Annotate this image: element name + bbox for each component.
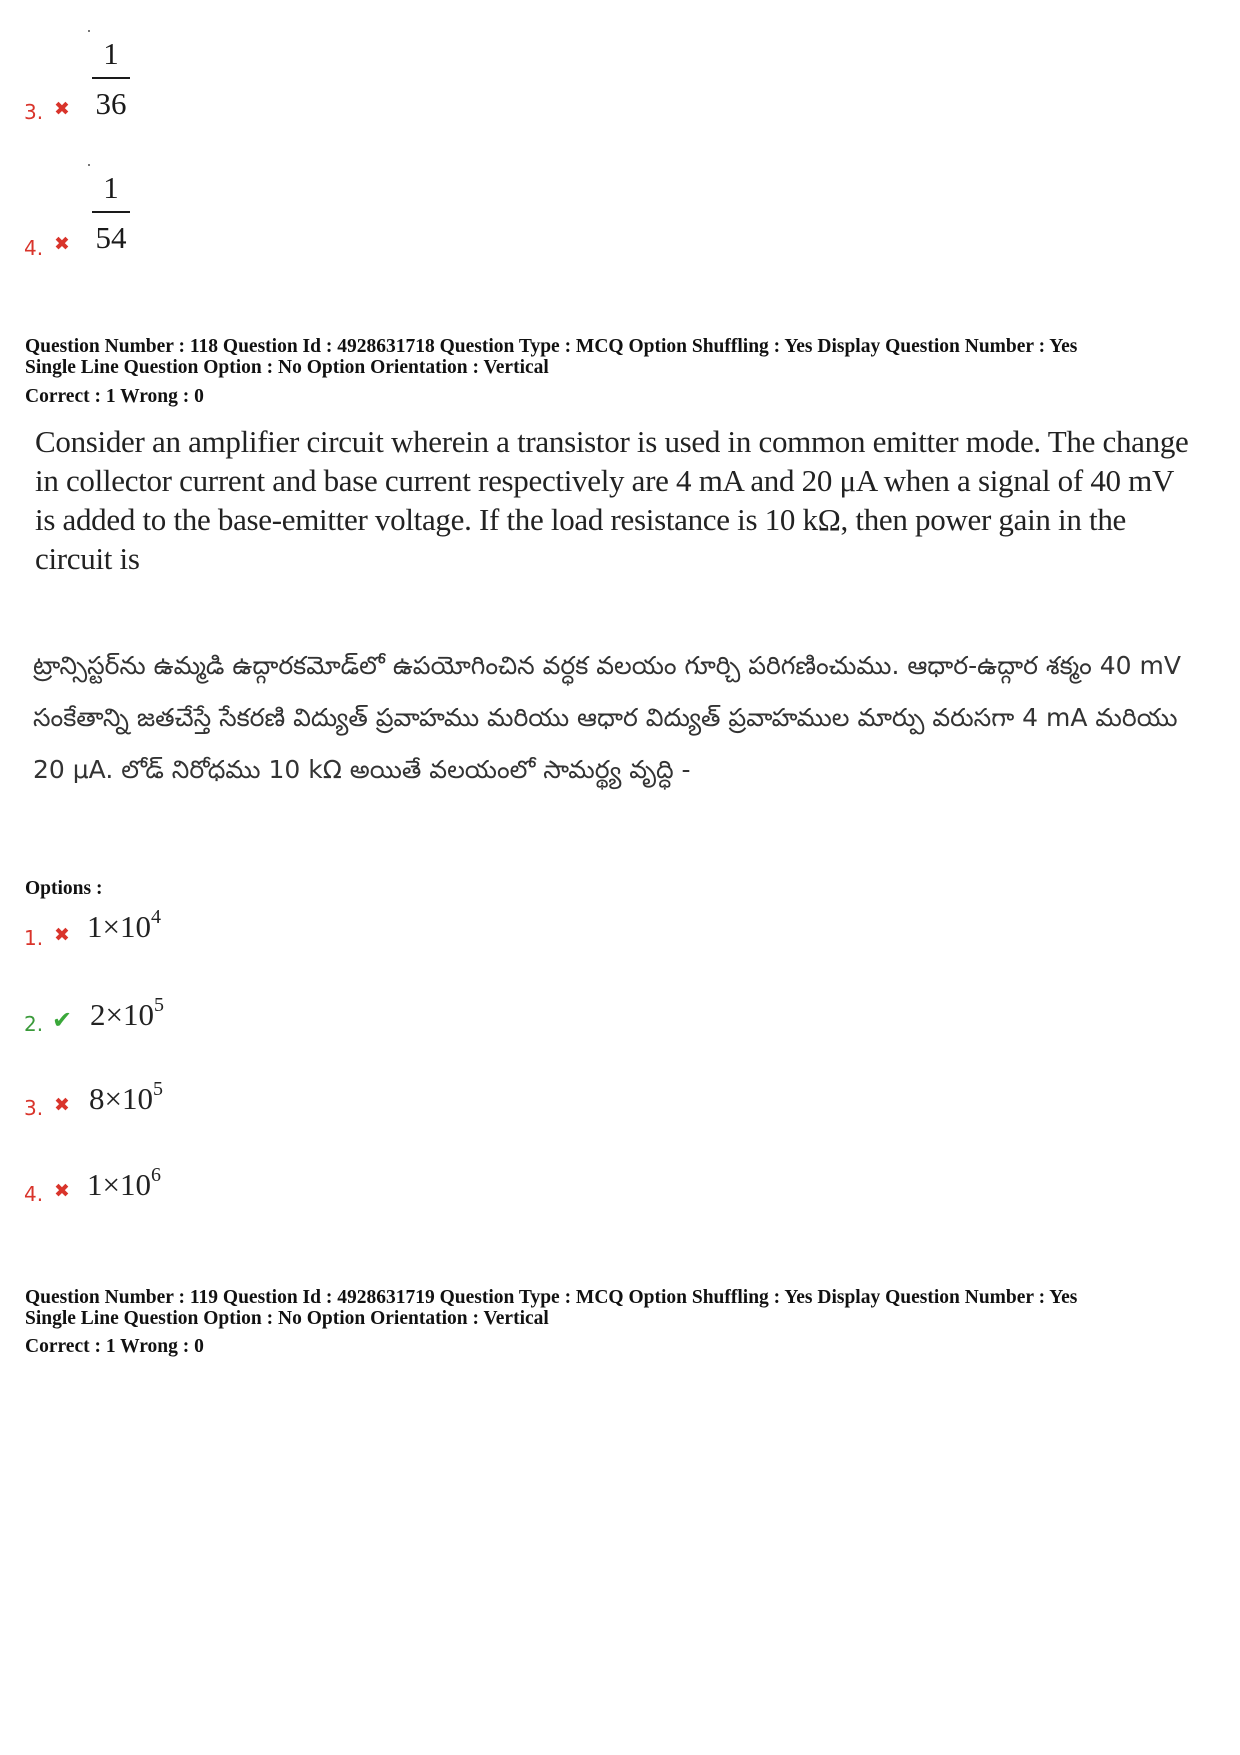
cross-icon: ✖: [54, 98, 70, 120]
question-meta: Single Line Question Option : No Option Orientation : Vertical: [25, 1308, 549, 1329]
fraction-denominator: 54: [95, 220, 127, 255]
option-value: $1\times 10^6$: [87, 1164, 161, 1202]
option-number: 3.: [24, 100, 44, 124]
cross-icon: ✖: [54, 924, 70, 946]
option-number: 4.: [24, 236, 44, 260]
option-number: 3.: [24, 1096, 44, 1120]
question-meta: Question Number : 118 Question Id : 4928631718 Question Type : MCQ Option Shuffling : Yes Display Question Number : Yes: [25, 336, 1078, 357]
option-number: 1.: [24, 926, 44, 950]
fraction-denominator: 36: [95, 86, 127, 121]
option-number: 4.: [24, 1182, 44, 1206]
question-text-telugu: ట్రాన్సిస్టర్‌ను ఉమ్మడి ఉద్గారకమోడ్‌లో ఉపయోగించిన వర్ధక వలయం గూర్చి పరిగణించుము. ఆధార-ఉద్గార శక్మం 40 mV సంకేతాన్ని జతచేస్తే సేకరణి విద్యుత్ ప్రవాహము మరియు ఆధార విద్యుత్ ప్రవాహముల మార్పు వరుసగా 4 mA మరియు 20 μA. లోడ్ నిరోధము 10 kΩ అయితే వలయంలో సామర్థ్య వృద్ధి -: [33, 651, 1181, 784]
option-number: 2.: [24, 1012, 44, 1036]
question-marks: Correct : 1 Wrong : 0: [25, 1336, 204, 1357]
fraction-numerator: 1: [103, 170, 119, 205]
cross-icon: ✖: [54, 1094, 70, 1116]
question-text-english: Consider an amplifier circuit wherein a transistor is used in common emitter mode. The change in collector current and base current respectively are 4 mA and 20 μA when a signal of 40 mV is added to the base-emitter voltage. If the load resistance is 10 kΩ, then power gain in the circuit is: [35, 424, 1189, 576]
check-icon: ✔: [52, 1006, 73, 1034]
cross-icon: ✖: [54, 1180, 70, 1202]
option-value: $2\times 10^5$: [90, 994, 164, 1032]
option-value: $8\times 10^5$: [89, 1078, 163, 1116]
option-value: $1\times 10^4$: [87, 906, 161, 944]
fraction-numerator: 1: [103, 36, 119, 71]
question-marks: Correct : 1 Wrong : 0: [25, 386, 204, 407]
question-meta: Question Number : 119 Question Id : 4928631719 Question Type : MCQ Option Shuffling : Yes Display Question Number : Yes: [25, 1287, 1078, 1308]
question-meta: Single Line Question Option : No Option Orientation : Vertical: [25, 357, 549, 378]
cross-icon: ✖: [54, 233, 70, 255]
fraction: [92, 172, 130, 253]
options-label: Options :: [25, 878, 103, 899]
fraction-bar: [92, 211, 130, 213]
fraction-bar: [92, 77, 130, 79]
fraction: [92, 38, 130, 119]
